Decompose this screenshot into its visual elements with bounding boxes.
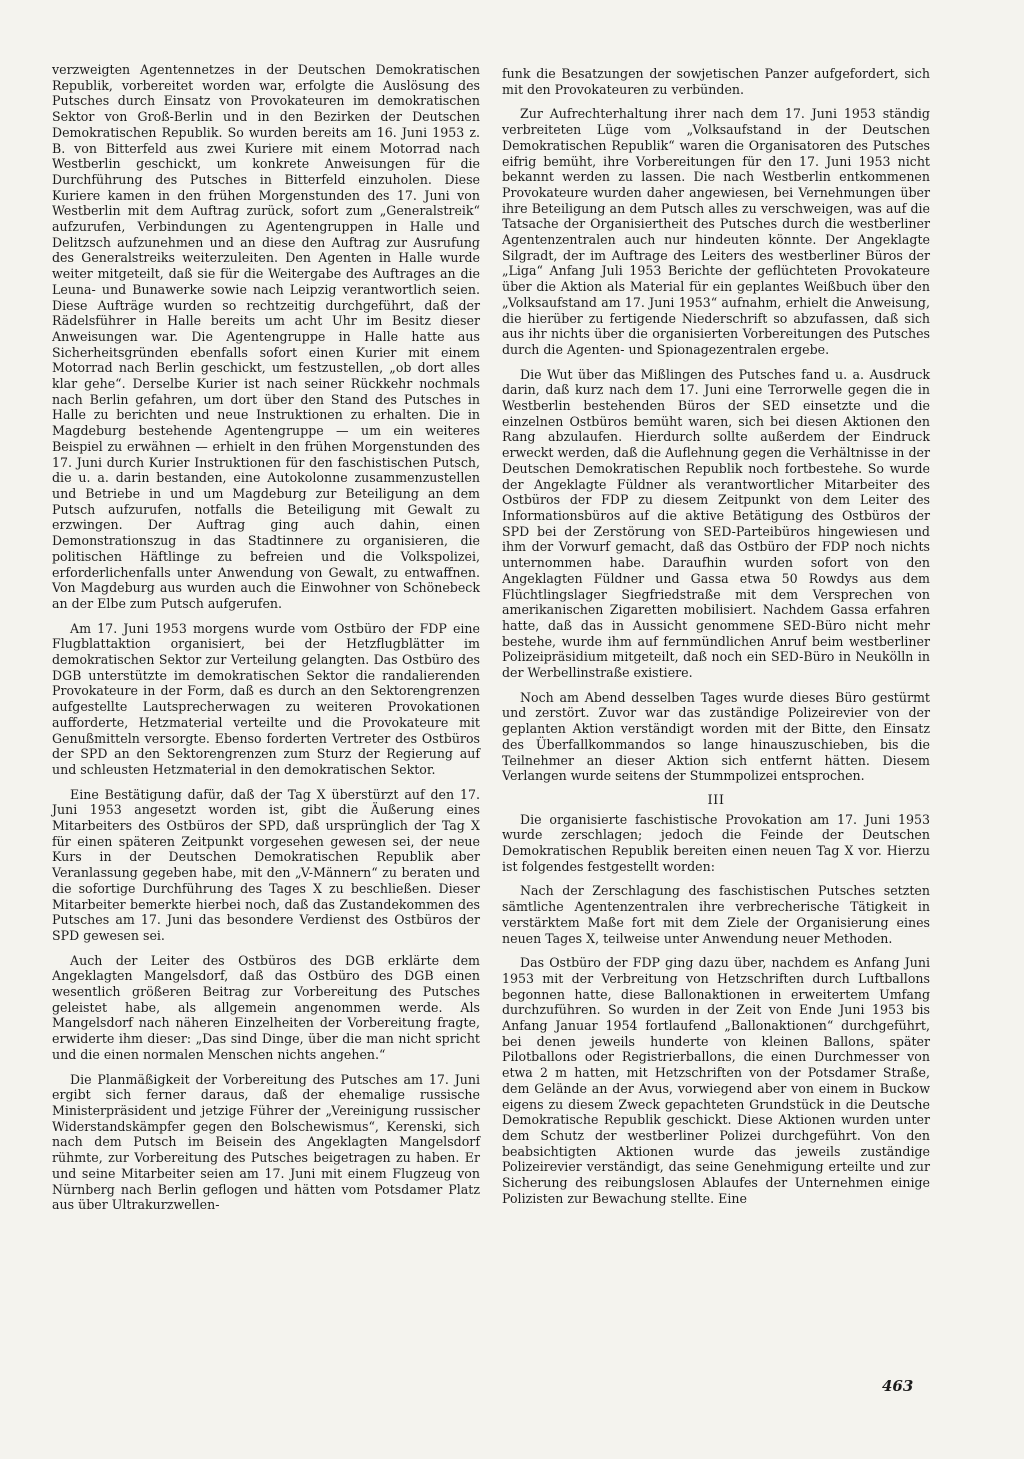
right-text-column (502, 66, 930, 1216)
section-heading: III (707, 792, 725, 808)
paragraph: Die organisierte faschistische Provokation am 17. Juni 1953 wurde zerschlagen; jedoch die Feinde der Deutschen Demokratischen Republik bereiten einen neuen Tag X vor. Hierzu ist folgendes festgestellt worden: (502, 811, 930, 874)
paragraph: Auch der Leiter des Ostbüros des DGB erklärte dem Angeklagten Mangelsdorf, daß das Ostbüro des DGB einen wesentlich größeren Beitrag zur Vorbereitung des Putsches geleistet habe, als allgemein angenommen werde. Als Mangelsdorf nach näheren Einzelheiten der Vorbereitung fragte, erwiderte ihm dieser: „Das sind Dinge, über die man nicht spricht und die einen normalen Menschen nichts angehen.“ (52, 952, 480, 1062)
paragraph: Die Planmäßigkeit der Vorbereitung des Putsches am 17. Juni ergibt sich ferner daraus, daß der ehemalige russische Ministerpräsident und jetzige Führer der „Vereinigung russischer Widerstandskämpfer gegen den Bolschewismus“, Kerenski, sich nach dem Putsch im Beisein des Angeklagten Mangelsdorf rühmte, zur Vorbereitung des Putsches beigetragen zu haben. Er und seine Mitarbeiter seien am 17. Juni mit einem Flugzeug von Nürnberg nach Berlin geflogen und hätten vom Potsdamer Platz aus über Ultrakurzwellen- (52, 1071, 480, 1213)
left-text-column (52, 62, 480, 1222)
page-number: 463 (882, 1377, 914, 1395)
paragraph: verzweigten Agentennetzes in der Deutschen Demokratischen Republik, vorbereitet worden war, erfolgte die Auslösung des Putsches durch Einsatz von Provokateuren im demokratischen Sektor von Groß-Berlin und in den Bezirken der Deutschen Demokratischen Republik. So wurden bereits am 16. Juni 1953 z. B. von Bitterfeld aus zwei Kuriere mit einem Motorrad nach Westberlin geschickt, um konkrete Anweisungen für die Durchführung des Putsches in Bitterfeld einzuholen. Diese Kuriere kamen in den frühen Morgenstunden des 17. Juni von Westberlin mit dem Auftrag zurück, sofort zum „Generalstreik“ aufzurufen, Verbindungen zu Agentengruppen in Halle und Delitzsch aufzunehmen und an diese den Auftrag zur Ausrufung des Generalstreiks weiterzuleiten. Den Agenten in Halle wurde weiter mitgeteilt, daß sie für die Weitergabe des Auftrages an die Leuna- und Bunawerke sowie nach Leipzig verantwortlich seien. Diese Aufträge wurden so rechtzeitig durchgeführt, daß der Rädelsführer in Halle bereits um acht Uhr im Besitz dieser Anweisungen war. Die Agentengruppe in Halle hatte aus Sicherheitsgründen ebenfalls sofort einen Kurier mit einem Motorrad nach Berlin geschickt, um festzustellen, „ob dort alles klar gehe“. Derselbe Kurier ist nach seiner Rückkehr nochmals nach Berlin gefahren, um dort über den Stand des Putsches in Halle zu berichten und neue Instruktionen zu erhalten. Die in Magdeburg bestehende Agentengruppe — um ein weiteres Beispiel zu erwähnen — erhielt in den frühen Morgenstunden des 17. Juni durch Kurier Instruktionen für den faschistischen Putsch, die u. a. darin bestanden, eine Autokolonne zusammenzustellen und Betriebe in und um Magdeburg zur Beteiligung an dem Putsch aufzurufen, notfalls die Beteiligung mit Gewalt zu erzwingen. Der Auftrag ging auch dahin, einen Demonstrationszug in das Stadtinnere zu organisieren, die politischen Häftlinge zu befreien und die Volkspolizei, erforderlichenfalls unter Anwendung von Gewalt, zu entwaffnen. Von Magdeburg aus wurden auch die Einwohner von Schönebeck an der Elbe zum Putsch aufgerufen. (52, 62, 480, 611)
paragraph: Am 17. Juni 1953 morgens wurde vom Ostbüro der FDP eine Flugblattaktion organisiert, bei der Hetzflugblätter im demokratischen Sektor zur Verteilung gelangten. Das Ostbüro des DGB unterstützte im demokratischen Sektor die randalierenden Provokateure in der Form, daß es durch an den Sektorengrenzen aufgestellte Lautsprecherwagen zu weiteren Provokationen aufforderte, Hetzmaterial verteilte und die Provokateure mit Genußmitteln versorgte. Ebenso forderten Vertreter des Ostbüros der SPD an den Sektorengrenzen zum Sturz der Regierung auf und schleusten Hetzmaterial in den demokratischen Sektor. (52, 620, 480, 777)
paragraph: Das Ostbüro der FDP ging dazu über, nachdem es Anfang Juni 1953 mit der Verbreitung von Hetzschriften durch Luftballons begonnen hatte, diese Ballonaktionen in erweitertem Umfang durchzuführen. So wurden in der Zeit von Ende Juni 1953 bis Anfang Januar 1954 fortlaufend „Ballonaktionen“ durchgeführt, bei denen jeweils hunderte von kleinen Ballons, später Pilotballons oder Registrierballons, die einen Durchmesser von etwa 2 m hatten, mit Hetzschriften von der Potsdamer Straße, dem Gelände an der Avus, vorwiegend aber von einem in Buckow eigens zu diesem Zweck gepachteten Grundstück in die Deutsche Demokratische Republik geschickt. Diese Aktionen wurden unter dem Schutz der westberliner Polizei durchgeführt. Von den beabsichtigten Aktionen wurde das jeweils zuständige Polizeirevier verständigt, das seine Genehmigung erteilte und zur Sicherung des reibungslosen Ablaufes der Unternehmen einige Polizisten zur Bewachung stellte. Eine (502, 955, 930, 1206)
paragraph: Eine Bestätigung dafür, daß der Tag X überstürzt auf den 17. Juni 1953 angesetzt worden ist, gibt die Äußerung eines Mitarbeiters des Ostbüros der SPD, daß ursprünglich der Tag X für einen späteren Zeitpunkt vorgesehen gewesen sei, der neue Kurs in der Deutschen Demokratischen Republik aber Veranlassung gegeben habe, mit den „V-Männern“ zu beraten und die sofortige Durchführung des Tages X zu beschließen. Dieser Mitarbeiter bemerkte hierbei noch, daß das Zustandekommen des Putsches am 17. Juni das besondere Verdienst des Ostbüros der SPD gewesen sei. (52, 786, 480, 943)
paragraph: Nach der Zerschlagung des faschistischen Putsches setzten sämtliche Agentenzentralen ihre verbrecherische Tätigkeit in verstärktem Maße fort mit dem Ziele der Organisierung eines neuen Tages X, teilweise unter Anwendung neuer Methoden. (502, 883, 930, 946)
paragraph: Noch am Abend desselben Tages wurde dieses Büro gestürmt und zerstört. Zuvor war das zuständige Polizeirevier von der geplanten Aktion verständigt worden mit der Bitte, den Einsatz des Überfallkommandos so lange hinauszuschieben, bis die Teilnehmer an dieser Aktion sich entfernt hätten. Diesem Verlangen wurde seitens der Stummpolizei entsprochen. (502, 689, 930, 784)
paragraph: funk die Besatzungen der sowjetischen Panzer aufgefordert, sich mit den Provokateuren zu verbünden. (502, 66, 930, 97)
paragraph: Zur Aufrechterhaltung ihrer nach dem 17. Juni 1953 ständig verbreiteten Lüge vom „Volksaufstand in der Deutschen Demokratischen Republik“ waren die Organisatoren des Putsches eifrig bemüht, ihre Vorbereitungen für den 17. Juni 1953 nicht bekannt werden zu lassen. Die nach Westberlin entkommenen Provokateure wurden daher angewiesen, bei Vernehmungen über ihre Beteiligung an dem Putsch alles zu verschweigen, was auf die Tatsache der Organisiertheit des Putsches durch die westberliner Agentenzentralen auch nur hindeuten könnte. Der Angeklagte Silgradt, der im Auftrage des Leiters des westberliner Büros der „Liga“ Anfang Juli 1953 Berichte der geflüchteten Provokateure über die Aktion als Material für ein geplantes Weißbuch über den „Volksaufstand am 17. Juni 1953“ aufnahm, erhielt die Anweisung, die hierüber zu fertigende Niederschrift so abzufassen, daß sich aus ihr nichts über die organisierten Vorbereitungen des Putsches durch die Agenten- und Spionagezentralen ergebe. (502, 106, 930, 357)
paragraph: Die Wut über das Mißlingen des Putsches fand u. a. Ausdruck darin, daß kurz nach dem 17. Juni eine Terrorwelle gegen die in Westberlin bestehenden Büros der SED einsetzte und die einzelnen Ostbüros bemüht waren, sich bei diesen Aktionen den Rang abzulaufen. Hierdurch sollte außerdem der Eindruck erweckt werden, daß die Auflehnung gegen die Verhältnisse in der Deutschen Demokratischen Republik noch fortbestehe. So wurde der Angeklagte Füldner als verantwortlicher Mitarbeiter des Ostbüros der FDP zu diesem Zeitpunkt von dem Leiter des Informationsbüros auf die aktive Betätigung des Ostbüros der SPD bei der Zerstörung von SED-Parteibüros hingewiesen und ihm der Vorwurf gemacht, daß das Ostbüro der FDP noch nichts unternommen habe. Daraufhin wurden sofort von den Angeklagten Füldner und Gassa etwa 50 Rowdys aus dem Flüchtlingslager Siegfriedstraße mit dem Versprechen von amerikanischen Zigaretten mobilisiert. Nachdem Gassa erfahren hatte, daß das in Aussicht genommene SED-Büro nicht mehr bestehe, wurde ihm auf fernmündlichen Anruf beim westberliner Polizeipräsidium mitgeteilt, daß noch ein SED-Büro in Neukölln in der Werbellinstraße existiere. (502, 366, 930, 681)
